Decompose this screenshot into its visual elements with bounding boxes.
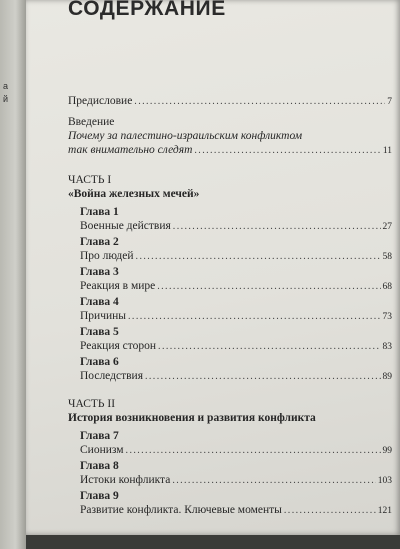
chapter-heading: Глава 8 xyxy=(80,460,119,472)
dot-leader xyxy=(158,340,380,354)
chapter-title: Военные действия xyxy=(80,220,171,232)
chapter-entry xyxy=(80,266,392,293)
part-title: История возникновения и развития конфликта xyxy=(68,412,316,424)
chapter-heading: Глава 2 xyxy=(80,236,119,248)
part-1 xyxy=(68,173,392,383)
dot-leader xyxy=(194,144,380,158)
chapter-entry xyxy=(80,460,392,487)
chapter-page: 103 xyxy=(377,476,392,486)
chapter-entry xyxy=(80,490,392,517)
part-2 xyxy=(68,397,392,517)
entry-page: 11 xyxy=(382,146,392,156)
dot-leader xyxy=(284,504,376,518)
dot-leader xyxy=(172,474,375,488)
chapter-page: 68 xyxy=(382,282,392,292)
dot-leader xyxy=(145,370,381,384)
chapter-heading: Глава 7 xyxy=(80,430,119,442)
dot-leader xyxy=(173,220,381,234)
chapter-title: Причины xyxy=(80,310,127,322)
chapter-heading: Глава 1 xyxy=(80,206,119,218)
chapter-title: Про людей xyxy=(80,250,134,262)
part-label: ЧАСТЬ I xyxy=(68,174,112,186)
entry-subtitle: Почему за палестино-израильским конфликтом xyxy=(68,130,303,142)
chapter-heading: Глава 5 xyxy=(80,326,119,338)
dot-leader xyxy=(136,250,381,264)
chapter-page: 83 xyxy=(382,342,392,352)
chapter-heading: Глава 6 xyxy=(80,356,119,368)
chapter-page: 27 xyxy=(382,222,392,232)
book-page xyxy=(26,0,400,535)
left-page-fragment: а xyxy=(3,81,9,91)
toc-entry-preface xyxy=(68,94,392,108)
entry-page: 7 xyxy=(387,97,392,107)
chapter-title: Сионизм xyxy=(80,444,124,456)
dot-leader xyxy=(126,444,381,458)
part-label: ЧАСТЬ II xyxy=(68,398,116,410)
chapter-page: 89 xyxy=(382,372,392,382)
left-page-edge xyxy=(0,0,26,549)
toc-entry-intro xyxy=(68,115,392,157)
part-title: «Война железных мечей» xyxy=(68,188,200,200)
dot-leader xyxy=(134,95,385,109)
chapter-page: 58 xyxy=(382,252,392,262)
dot-leader xyxy=(128,310,380,324)
chapter-entry xyxy=(80,326,392,353)
entry-subtitle: так внимательно следят xyxy=(68,144,193,156)
chapter-entry xyxy=(80,236,392,263)
chapter-title: Развитие конфликта. Ключевые моменты xyxy=(80,504,282,516)
chapter-page: 99 xyxy=(382,446,392,456)
chapter-entry xyxy=(80,296,392,323)
page-title: СОДЕРЖАНИЕ xyxy=(68,0,226,20)
chapter-entry xyxy=(80,356,392,383)
entry-title: Предисловие xyxy=(68,95,133,107)
dot-leader xyxy=(157,280,380,294)
chapter-title: Реакция в мире xyxy=(80,280,156,292)
chapter-page: 73 xyxy=(382,312,392,322)
chapter-title: Последствия xyxy=(80,370,143,382)
chapter-heading: Глава 3 xyxy=(80,266,119,278)
chapter-entry xyxy=(80,206,392,233)
chapter-page: 121 xyxy=(377,506,392,516)
table-of-contents xyxy=(68,94,392,520)
left-page-fragment: й xyxy=(3,94,9,104)
entry-heading: Введение xyxy=(68,116,115,128)
chapter-title: Реакция сторон xyxy=(80,340,157,352)
chapter-heading: Глава 9 xyxy=(80,490,119,502)
chapter-title: Истоки конфликта xyxy=(80,474,171,486)
chapter-entry xyxy=(80,430,392,457)
chapter-heading: Глава 4 xyxy=(80,296,119,308)
